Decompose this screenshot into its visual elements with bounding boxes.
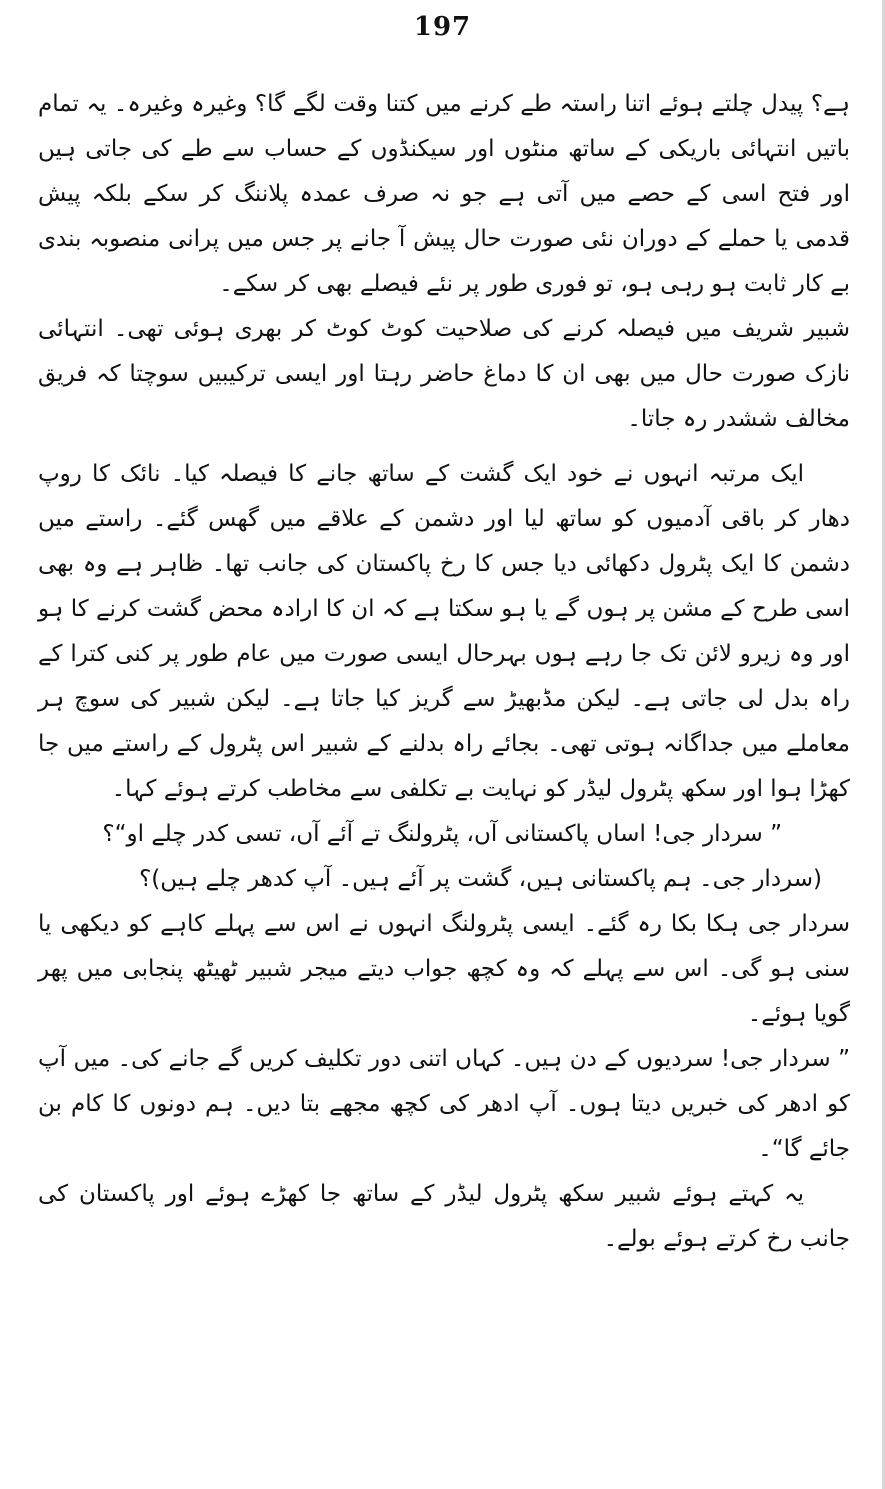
quote-punjabi: ” سردار جی! اساں پاکستانی آں، پٹرولنگ تے آئے آں، تسی کدر چلے او“؟ <box>102 821 782 847</box>
page-number: 197 <box>413 12 472 42</box>
paragraph-planning: ہے؟ پیدل چلتے ہوئے اتنا راستہ طے کرنے میں کتنا وقت لگے گا؟ وغیرہ وغیرہ۔ یہ تمام باتیں انتہائی باریکی کے ساتھ منٹوں اور سیکنڈوں کے حساب سے طے کی جاتی ہیں اور فتح اسی کے حصے میں آتی ہے جو نہ صرف عمدہ پلاننگ کر سکے بلکہ پیش قدمی یا حملے کے دوران نئی صورت حال پیش آ جانے پر جس میں پرانی منصوبہ بندی بے کار ثابت ہو رہی ہو، تو فوری طور پر نئے فیصلے بھی کر سکے۔ <box>38 91 850 297</box>
paragraph-patrol-encounter: ایک مرتبہ انہوں نے خود ایک گشت کے ساتھ جانے کا فیصلہ کیا۔ نائک کا روپ دھار کر باقی آدمیوں کو ساتھ لیا اور دشمن کے علاقے میں گھس گئے۔ راستے میں دشمن کا ایک پٹرول دکھائی دیا جس کا رخ پاکستان کی جانب تھا۔ ظاہر ہے وہ بھی اسی طرح کے مشن پر ہوں گے یا ہو سکتا ہے کہ ان کا ارادہ محض گشت کرنے کا ہو اور وہ زیرو لائن تک جا رہے ہوں بہرحال ایسی صورت میں عام طور پر کنی کترا کے راہ بدل لی جاتی ہے۔ لیکن مڈبھیڑ سے گریز کیا جاتا ہے۔ لیکن شبیر کی سوچ ہر معاملے میں جداگانہ ہوتی تھی۔ بجائے راہ بدلنے کے شبیر اس پٹرول کے راستے میں جا کھڑا ہوا اور سکھ پٹرول لیڈر کو نہایت بے تکلفی سے مخاطب کرتے ہوئے کہا۔ <box>38 461 850 802</box>
quote-translation: (سردار جی۔ ہم پاکستانی ہیں، گشت پر آئے ہیں۔ آپ کدھر چلے ہیں)؟ <box>139 866 822 892</box>
quote-winter-offer: ” سردار جی! سردیوں کے دن ہیں۔ کہاں اتنی دور تکلیف کریں گے جانے کی۔ میں آپ کو ادھر کی خبریں دیتا ہوں۔ آپ ادھر کی کچھ مجھے بتا دیں۔ ہم دونوں کا کام بن جائے گا“۔ <box>38 1046 850 1162</box>
paragraph-decision-ability: شبیر شریف میں فیصلہ کرنے کی صلاحیت کوٹ کوٹ کر بھری ہوئی تھی۔ انتہائی نازک صورت حال میں بھی ان کا دماغ حاضر رہتا اور ایسی ترکیبیں سوچتا کہ فریق مخالف ششدر رہ جاتا۔ <box>38 316 850 432</box>
paragraph-closing: یہ کہتے ہوئے شبیر سکھ پٹرول لیڈر کے ساتھ جا کھڑے ہوئے اور پاکستان کی جانب رخ کرتے ہوئے بولے۔ <box>38 1181 850 1252</box>
body-text <box>38 82 850 1262</box>
paragraph-sardar-reaction: سردار جی ہکا بکا رہ گئے۔ ایسی پٹرولنگ انہوں نے اس سے پہلے کاہے کو دیکھی یا سنی ہو گی۔ اس سے پہلے کہ وہ کچھ جواب دیتے میجر شبیر ٹھیٹھ پنجابی میں پھر گویا ہوئے۔ <box>38 911 850 1027</box>
